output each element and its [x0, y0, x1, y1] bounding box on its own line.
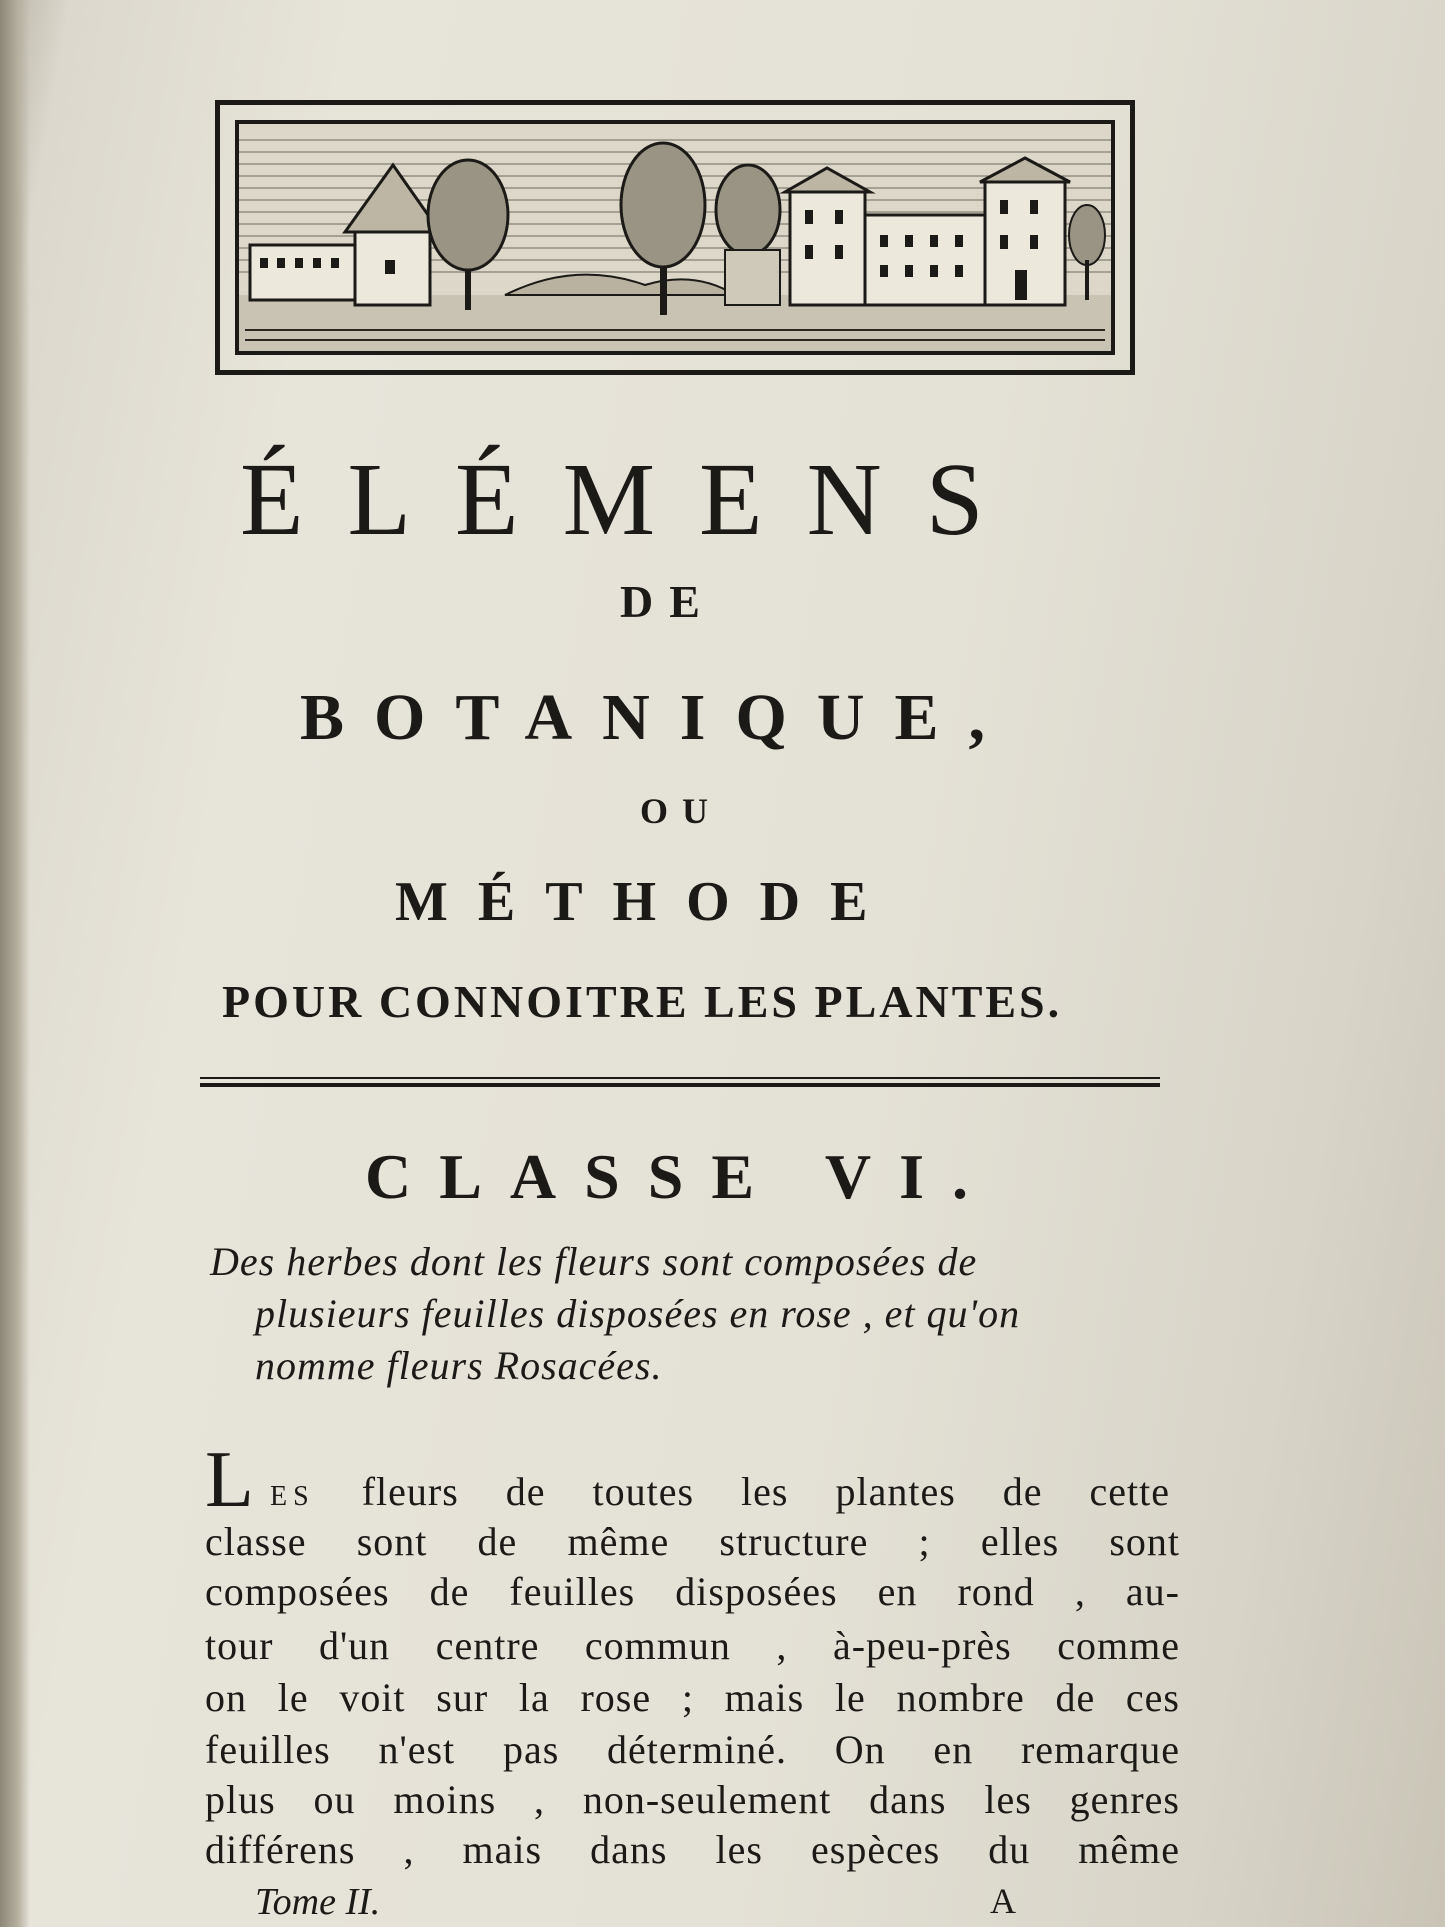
body-line: classe sont de même structure ; elles sont	[205, 1519, 1180, 1564]
title-methode: MÉTHODE	[395, 871, 898, 933]
section-heading: CLASSE VI.	[365, 1141, 996, 1212]
body-line: composées de feuilles disposées en rond , au-	[205, 1569, 1180, 1614]
body-line: feuilles n'est pas déterminé. On en remarque	[205, 1727, 1180, 1772]
subtitle: POUR CONNOITRE LES PLANTES.	[222, 976, 1063, 1027]
binding-shadow	[0, 0, 30, 1927]
body-line: on le voit sur la rose ; mais le nombre de ces	[205, 1675, 1180, 1720]
first-line-text: fleurs de toutes les plantes de cette	[361, 1469, 1170, 1514]
body-line-first	[270, 1468, 1170, 1515]
summary-line: nomme fleurs Rosacées.	[255, 1343, 663, 1388]
title-ou: OU	[640, 791, 722, 831]
summary-line: Des herbes dont les fleurs sont composées de	[210, 1239, 978, 1284]
body-line: plus ou moins , non-seulement dans les genres	[205, 1777, 1180, 1822]
volume-label: Tome II.	[255, 1881, 381, 1923]
woodcut-vignette	[215, 100, 1135, 375]
drop-capital: L	[205, 1436, 254, 1524]
body-line: différens , mais dans les espèces du même	[205, 1827, 1180, 1872]
title-botanique: BOTANIQUE,	[300, 681, 1016, 754]
double-rule-divider	[200, 1075, 1160, 1089]
signature-mark: A	[990, 1881, 1016, 1921]
title-elemens: ÉLÉMENS	[240, 442, 1028, 557]
first-word-caps: ES	[270, 1481, 315, 1512]
summary-line: plusieurs feuilles disposées en rose , et qu'on	[255, 1291, 1021, 1336]
body-line: tour d'un centre commun , à-peu-près comme	[205, 1623, 1180, 1668]
title-de: DE	[620, 576, 716, 627]
